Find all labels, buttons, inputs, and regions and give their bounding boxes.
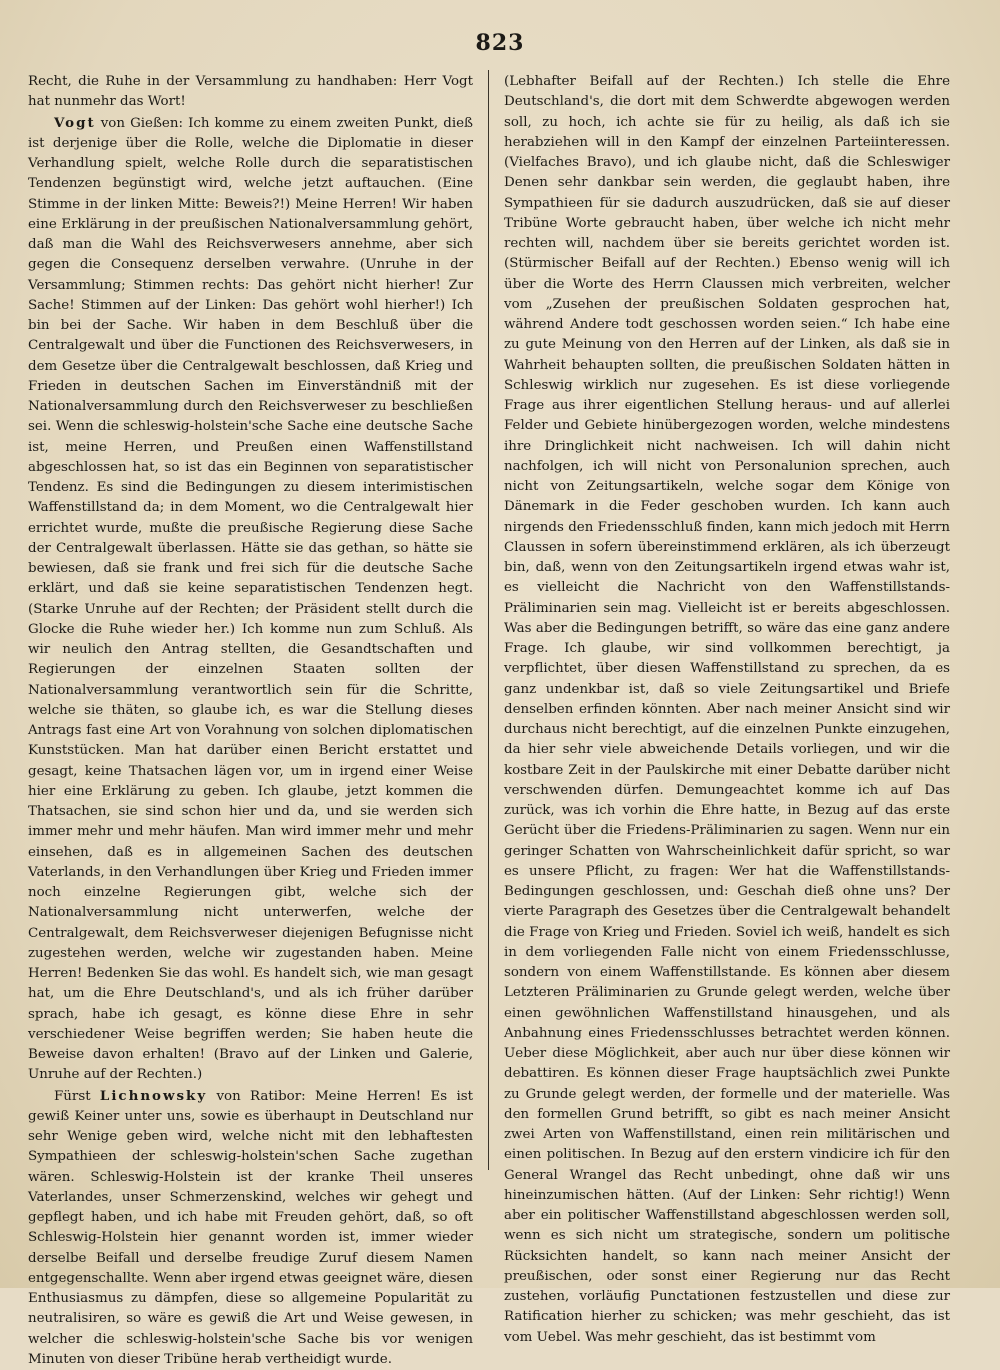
paragraph-lichnowsky [28, 1086, 473, 1370]
page-number: 823 [0, 30, 1000, 56]
paragraph-text: Recht, die Ruhe in der Versammlung zu handhaben: Herr Vogt hat nunmehr das Wort! [28, 74, 473, 109]
right-column [504, 72, 950, 1348]
paragraph-continuation [504, 72, 950, 1348]
left-column [28, 72, 473, 1370]
paragraph-text: von Ratibor: Meine Herren! Es ist gewiß Keiner unter uns, sowie es überhaupt in Deutschland nur sehr Wenige geben wird, welche nicht mit den lebhaftesten Sympathieen der schleswig-holstein'schen Sache zugethan wären. Schleswig-Holstein ist der kranke Theil unseres Vaterlandes, unser Schmerzenskind, welches wir gehegt und gepflegt haben, und ich habe mit Freuden gehört, daß, so oft Schleswig-Holstein hier genannt worden ist, immer wieder derselbe Beifall und derselbe freudige Zuruf diesem Namen entgegenschallte. Wenn aber irgend etwas geeignet wäre, diesen Enthusiasmus zu dämpfen, diese so allgemeine Popularität zu neutralisiren, so wäre es gewiß die Art und Weise gewesen, in welcher die schleswig-holstein'sche Sache bis vor wenigen Minuten von dieser Tribüne herab vertheidigt wurde. [28, 1089, 473, 1367]
paragraph-text: (Lebhafter Beifall auf der Rechten.) Ich stelle die Ehre Deutschland's, die dort mit dem Schwerdte abgewogen werden soll, zu hoch, ich achte sie für zu heilig, als daß ich sie herabziehen will in den Kampf der einzelnen Parteiinteressen. (Vielfaches Bravo), und ich glaube nicht, daß die Schleswiger Denen sehr dankbar sein werden, die geglaubt haben, ihre Sympathieen für sie dadurch auszudrücken, daß sie auf dieser Tribüne Worte gebraucht haben, über welche ich nicht mehr rechten will, nachdem über sie bereits gerichtet worden ist. (Stürmischer Beifall auf der Rechten.) Ebenso wenig will ich über die Worte des Herrn Claussen mich verbreiten, welcher vom „Zusehen der preußischen Soldaten gesprochen hat, während Andere todt geschossen worden seien.“ Ich habe eine zu gute Meinung von den Herren auf der Linken, als daß sie in Wahrheit behaupten sollten, die preußischen Soldaten hätten in Schleswig wirklich nur zugesehen. Es ist diese vorliegende Frage aus ihrer eigentlichen Stellung heraus- und auf allerlei Felder und Gebiete hinübergezogen worden, welche mindestens ihre Dringlichkeit nicht nachweisen. Ich will dahin nicht nachfolgen, ich will nicht von Personalunion sprechen, auch nicht von Zeitungsartikeln, welche sogar dem Könige von Dänemark in die Feder geschoben wurden. Ich kann auch nirgends den Friedensschluß finden, kann mich jedoch mit Herrn Claussen in sofern übereinstimmend erklären, als ich überzeugt bin, daß, wenn von den Zeitungsartikeln irgend etwas wahr ist, es vielleicht die Nachricht von den Waffenstillstands-Präliminarien sein mag. Vielleicht ist er bereits abgeschlossen. Was aber die Bedingungen betrifft, so wäre das eine ganz andere Frage. Ich glaube, wir sind vollkommen berechtigt, ja verpflichtet, über diesen Waffenstillstand zu sprechen, da es ganz undenkbar ist, daß so viele Zeitungsartikel und Briefe denselben erfinden könnten. Aber nach meiner Ansicht sind wir durchaus nicht berechtigt, auf die einzelnen Punkte einzugehen, da hier sehr viele abweichende Details vorliegen, und wir die kostbare Zeit in der Paulskirche mit einer Debatte darüber nicht verschwenden dürfen. Demungeachtet komme ich auf Das zurück, was ich vorhin die Ehre hatte, in Bezug auf das erste Gerücht über die Friedens-Präliminarien zu sagen. Wenn nur ein geringer Schatten von Wahrscheinlichkeit dafür spricht, so war es unsere Pflicht, zu fragen: Wer hat die Waffenstillstands-Bedingungen geschlossen, und: Geschah dieß ohne uns? Der vierte Paragraph des Gesetzes über die Centralgewalt behandelt die Frage von Krieg und Frieden. Soviel ich weiß, handelt es sich in dem vorliegenden Falle nicht von einem Friedensschlusse, sondern von einem Waffenstillstande. Es können aber diesem Letzteren Präliminarien zu Grunde gelegt werden, welche über einen gewöhnlichen Waffenstillstand hinausgehen, und als Anbahnung eines Friedensschlusses betrachtet werden können. Ueber diese Möglichkeit, aber auch nur über diese können wir debattiren. Es können dieser Frage hauptsächlich zwei Punkte zu Grunde gelegt werden, der formelle und der materielle. Was den formellen Grund betrifft, so gibt es nach meiner Ansicht zwei Arten von Waffenstillstand, einen rein militärischen und einen politischen. In Bezug auf den erstern vindicire ich für den General Wrangel das Recht unbedingt, ohne daß wir uns hineinzumischen hätten. (Auf der Linken: Sehr richtig!) Wenn aber ein politischer Waffenstillstand abgeschlossen werden soll, wenn es sich nicht um strategische, sondern um politische Rücksichten handelt, so kann nach meiner Ansicht der preußischen, oder sonst einer Regierung nur das Recht zustehen, vorläufig Punctationen festzustellen und diese zur Ratification hierher zu schicken; was mehr geschieht, das ist vom Uebel. Was mehr geschieht, das ist bestimmt vom [504, 74, 950, 1345]
paragraph-continuation [28, 72, 473, 113]
speaker-name: Vogt [54, 115, 96, 131]
speaker-prefix: Fürst [54, 1089, 91, 1104]
column-divider [488, 70, 489, 1170]
paragraph-vogt [28, 113, 473, 1086]
speaker-name: Lichnowsky [100, 1088, 207, 1104]
paragraph-text: von Gießen: Ich komme zu einem zweiten Punkt, dieß ist derjenige über die Rolle, welche die Diplomatie in dieser Verhandlung spielt, welche Rolle durch die separatistischen Tendenzen begünstigt wird, welche jetzt auftauchen. (Eine Stimme in der linken Mitte: Beweis?!) Meine Herren! Wir haben eine Erklärung in der preußischen Nationalversammlung gehört, daß man die Wahl des Reichsverwesers annehme, aber sich gegen die Consequenz derselben verwahre. (Unruhe in der Versammlung; Stimmen rechts: Das gehört nicht hierher! Zur Sache! Stimmen auf der Linken: Das gehört wohl hierher!) Ich bin bei der Sache. Wir haben in dem Beschluß über die Centralgewalt und über die Functionen des Reichsverwesers, in dem Gesetze über die Centralgewalt beschlossen, daß Krieg und Frieden in deutschen Sachen im Einverständniß mit der Nationalversammlung durch den Reichsverweser zu beschließen sei. Wenn die schleswig-holstein'sche Sache eine deutsche Sache ist, meine Herren, und Preußen einen Waffenstillstand abgeschlossen hat, so ist das ein Beginnen von separatistischer Tendenz. Es sind die Bedingungen zu diesem interimistischen Waffenstillstand da; in dem Moment, wo die Centralgewalt hier errichtet wurde, mußte die preußische Regierung diese Sache der Centralgewalt überlassen. Hätte sie das gethan, so hätte sie bewiesen, daß sie frank und frei sich für die deutsche Sache erklärt, und daß sie keine separatistischen Tendenzen hegt. (Starke Unruhe auf der Rechten; der Präsident stellt durch die Glocke die Ruhe wieder her.) Ich komme nun zum Schluß. Als wir neulich den Antrag stellten, die Gesandtschaften und Regierungen der einzelnen Staaten sollten der Nationalversammlung verantwortlich sein für die Schritte, welche sie thäten, so glaube ich, es war die Stellung dieses Antrags fast eine Art von Vorahnung von solchen diplomatischen Kunststücken. Man hat darüber einen Bericht erstattet und gesagt, keine Thatsachen lägen vor, um in irgend einer Weise hier eine Erklärung zu geben. Ich glaube, jetzt kommen die Thatsachen, sie sind schon hier und da, und sie werden sich immer mehr und mehr häufen. Man wird immer mehr und mehr einsehen, daß es in allgemeinen Sachen des deutschen Vaterlands, in den Verhandlungen über Krieg und Frieden immer noch einzelne Regierungen gibt, welche sich der Nationalversammlung nicht unterwerfen, welche der Centralgewalt, dem Reichsverweser diejenigen Befugnisse nicht zugestehen werden, welche wir zugestanden haben. Meine Herren! Bedenken Sie das wohl. Es handelt sich, wie man gesagt hat, um die Ehre Deutschland's, und als ich früher darüber sprach, habe ich gesagt, es könne diese Ehre in sehr verschiedener Weise begriffen werden; Sie haben heute die Beweise davon erhalten! (Bravo auf der Linken und Galerie, Unruhe auf der Rechten.) [28, 116, 473, 1083]
